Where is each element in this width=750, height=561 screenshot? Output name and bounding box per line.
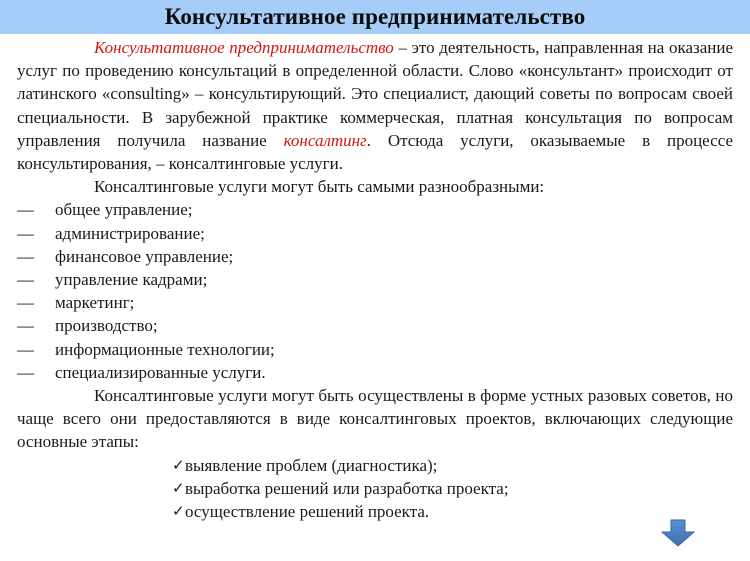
list-item-text: финансовое управление; <box>55 246 234 266</box>
stages-list <box>17 454 733 524</box>
list-item <box>172 454 733 477</box>
slide-title: Консультативное предпринимательство <box>164 4 586 29</box>
checkmark-icon: ✓ <box>172 502 185 521</box>
list-item-text: общее управление; <box>55 200 193 220</box>
term-highlight: Консультативное предпринимательство <box>94 38 394 57</box>
term-consulting: консалтинг <box>283 130 367 150</box>
intro-paragraph <box>17 36 733 175</box>
list-item <box>17 361 733 384</box>
list-item-text: выявление проблем (диагностика); <box>185 455 438 475</box>
list-item-text: управление кадрами; <box>55 270 208 290</box>
dash-bullet: — <box>17 200 34 220</box>
dash-bullet: — <box>17 362 34 382</box>
list-item <box>172 477 733 500</box>
services-list <box>17 198 733 384</box>
intro-text-2: . Отсюда услуги, оказываемые в процессе консультирования, – консалтинговые услуги. <box>17 130 733 174</box>
dash-bullet: — <box>17 223 34 243</box>
list-item <box>17 268 733 291</box>
slide-content <box>17 36 733 523</box>
dash-bullet: — <box>17 339 34 359</box>
list-item <box>17 314 733 337</box>
dash-bullet: — <box>17 293 34 313</box>
checkmark-icon: ✓ <box>172 478 185 497</box>
list-item-text: производство; <box>55 316 158 336</box>
list-item-text: администрирование; <box>55 223 205 243</box>
list-item-text: информационные технологии; <box>55 339 275 359</box>
list-item-text: специализированные услуги. <box>55 362 266 382</box>
list-item-text: выработка решений или разработка проекта; <box>185 478 509 498</box>
list-item-text: маркетинг; <box>55 293 135 313</box>
list-item-text: осуществление решений проекта. <box>185 502 430 522</box>
dash-bullet: — <box>17 316 34 336</box>
list-item <box>17 338 733 361</box>
arrow-down-icon[interactable] <box>661 519 695 547</box>
services-lead: Консалтинговые услуги могут быть самыми разнообразными: <box>94 177 545 197</box>
dash-bullet: — <box>17 270 34 290</box>
dash-bullet: — <box>17 246 34 266</box>
intro-text: – это деятельность, направленная на оказание услуг по проведению консультаций в определенной области. Слово «консультант» происходит от латинского «consulting» – консультирующий. Это специалист, дающий советы по вопросам своей специальности. В зарубежной практике коммерческая, платная консультация по вопросам управления получила название <box>17 38 734 150</box>
slide-header <box>0 0 750 34</box>
list-item <box>17 291 733 314</box>
list-item <box>17 245 733 268</box>
list-item <box>17 198 733 221</box>
checkmark-icon: ✓ <box>172 455 185 474</box>
list-item <box>172 500 733 523</box>
stages-lead: Консалтинговые услуги могут быть осуществлены в форме устных разовых советов, но чаще всего они предоставляются в виде консалтинговых проектов, включающих следующие основные этапы: <box>17 386 733 452</box>
list-item <box>17 222 733 245</box>
